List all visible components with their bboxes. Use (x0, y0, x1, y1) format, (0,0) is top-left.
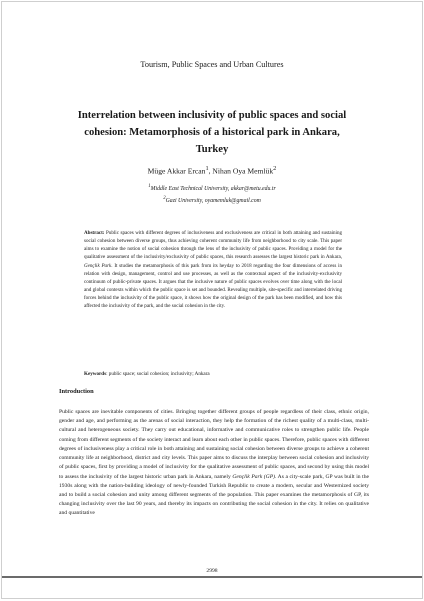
keywords (84, 370, 342, 378)
abstract (84, 229, 342, 311)
affiliations (2, 182, 422, 206)
affiliation-line (2, 194, 422, 206)
author-separator: , (208, 166, 213, 176)
abstract-label: Abstract: (84, 230, 105, 236)
page-number: 2998 (206, 568, 218, 574)
affiliation-line (2, 182, 422, 194)
affiliation-mark: 1 (148, 184, 151, 189)
body-text: Public spaces are inevitable components of cities. Bringing together different groups of people regardless of their class, ethnic origin, gender and age, and performing as the arenas of social interaction, they help the formation of the richest quality of a multi-class, multi-cultural and heterogeneous society. They carry out educational, informative and communicative roles to strengthen public life. People coming from different segments of the society interact and learn about each other in public spaces. Therefore, public spaces with different degrees of inclusiveness play a critical role in both attaining and sustaining social cohesion between diverse groups to achieve a coherent community life at neighborhood, district and city levels. This paper aims to discuss the interplay between social cohesion and inclusivity of public spaces, first by providing a model of inclusivity for the qualitative assessment of public spaces, and second by using this model to assess the inclusivity of the largest historic urban park in Ankara, namely (59, 409, 369, 480)
running-head: Tourism, Public Spaces and Urban Cultures (140, 60, 284, 69)
footer-rule (2, 576, 422, 578)
paper-title: Interrelation between inclusivity of public spaces and social cohesion: Metamorphosis of a historical park in Ankara, Turkey (77, 110, 347, 155)
author-affiliation-mark: 2 (273, 165, 277, 172)
paper-page (1, 1, 423, 599)
affiliation-mark: 2 (163, 195, 166, 201)
body-text: . As a city-scale park, GP was built in the 1930s along with the nation-building ideology of newly-founded Turkish Republic to create a modern, secular and Westernized society and to build a social cohesion and unity among different segments of the population. This paper examines the metamorphosis of GP, its changing inclusivity over the last 90 years, and thereby its impacts on contributing the social cohesion in the city. It relies on qualitative and quantitative (59, 473, 369, 517)
author-affiliation-mark: 1 (205, 165, 209, 172)
body-paragraph (59, 408, 369, 519)
affiliation-text: Middle East Technical University, akkar@metu.edu.tr (150, 185, 276, 192)
section-heading: Introduction (59, 388, 94, 395)
abstract-text: Public spaces with different degrees of inclusiveness and exclusiveness are critical in both attaining and sustaining social cohesion between diverse groups, thus achieving coherent community life from neighborhood to city scale. This paper aims to examine the notion of social cohesion through the lens of the inclusivity of public spaces. Providing a model for the qualitative assessment of the inclusivity/exclusivity of public spaces, this research assesses the largest historic park in Ankara, (84, 230, 342, 261)
abstract-text: . It studies the metamorphosis of this park from its heyday to 2018 regarding the four dimensions of access in relation with design, management, control and use processes, as well as the contextual aspect of the inclusivity-exclusivity continuum of public-private spaces. It argues that the inclusive nature of public spaces evolves over time along with the local and global contexts within which the public space is set and bounded. Revealing multiple, site-specific and interrelated driving forces behind the inclusivity of the public space, it shows how the original design of the park has been modified, and how this affected the inclusivity of the park, and the social cohesion in the city. (84, 262, 342, 310)
affiliation-text: Gazi University, oyamemluk@gmail.com (165, 197, 261, 204)
body-park-name: Gençlik Park (GP) (232, 473, 275, 480)
keywords-label: Keywords (84, 371, 107, 377)
keywords-text: : public space; social cohesion; inclusivity; Ankara (106, 371, 210, 377)
abstract-park-name: Gençlik Park (84, 262, 112, 269)
author-name: Nihan Oya Memlük (212, 166, 274, 176)
author-name: Müge Akkar Ercan (147, 166, 206, 176)
author-list (2, 165, 422, 176)
